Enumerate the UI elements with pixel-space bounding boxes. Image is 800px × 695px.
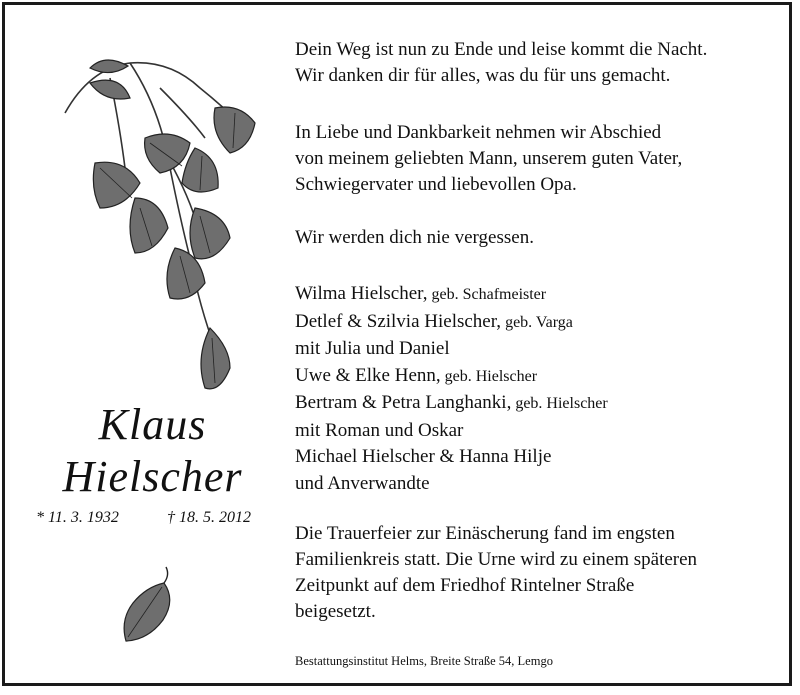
farewell-paragraph [295,120,682,198]
birch-branch-icon [50,48,270,408]
maiden-name: geb. Hielscher [511,395,608,412]
text-line: von meinem geliebten Mann, unserem guten Vater, [295,148,683,169]
family-list [295,281,608,497]
leaf-icon [118,565,178,645]
member-name: Wilma Hielscher, [295,283,428,304]
text-line: Wir danken dir für alles, was du für uns gemacht. [295,65,671,86]
member-name: und Anverwandte [295,472,430,494]
member-name: mit Roman und Oskar [295,419,464,441]
family-member [295,309,608,337]
poem-paragraph [295,37,707,89]
death-date: † 18. 5. 2012 [167,509,251,526]
family-member [295,418,608,445]
text-line: Wir werden dich nie vergessen. [295,227,534,248]
text-line: beigesetzt. [295,601,376,622]
text-line: Die Trauerfeier zur Einäscherung fand im engsten [295,523,675,544]
text-line: In Liebe und Dankbarkeit nehmen wir Abschied [295,122,662,143]
member-name: Michael Hielscher & Hanna Hilje [295,446,552,467]
ceremony-paragraph [295,521,697,625]
family-member [295,281,608,309]
family-member [295,471,608,498]
funeral-home-footer: Bestattungsinstitut Helms, Breite Straße 54, Lemgo [295,654,553,668]
family-member [295,444,608,471]
text-line: Zeitpunkt auf dem Friedhof Rintelner Straße [295,575,635,596]
family-member [295,363,608,391]
family-member [295,336,608,363]
never-forget-line [295,225,534,251]
text-line: Schwiegervater und liebevollen Opa. [295,174,577,195]
deceased-last-name: Hielscher [62,452,243,501]
family-member [295,390,608,418]
member-name: mit Julia und Daniel [295,338,450,359]
maiden-name: geb. Varga [501,313,573,331]
member-name: Bertram & Petra Langhanki, [295,392,512,413]
member-name: Detlef & Szilvia Hielscher, [295,310,502,332]
birth-date: * 11. 3. 1932 [36,509,119,526]
maiden-name: geb. Schafmeister [427,286,547,303]
text-line: Dein Weg ist nun zu Ende und leise kommt die Nacht. [295,39,708,60]
maiden-name: geb. Hielscher [440,367,538,385]
text-line: Familienkreis statt. Die Urne wird zu einem späteren [295,549,698,570]
deceased-first-name: Klaus [98,400,207,449]
member-name: Uwe & Elke Henn, [295,364,441,386]
